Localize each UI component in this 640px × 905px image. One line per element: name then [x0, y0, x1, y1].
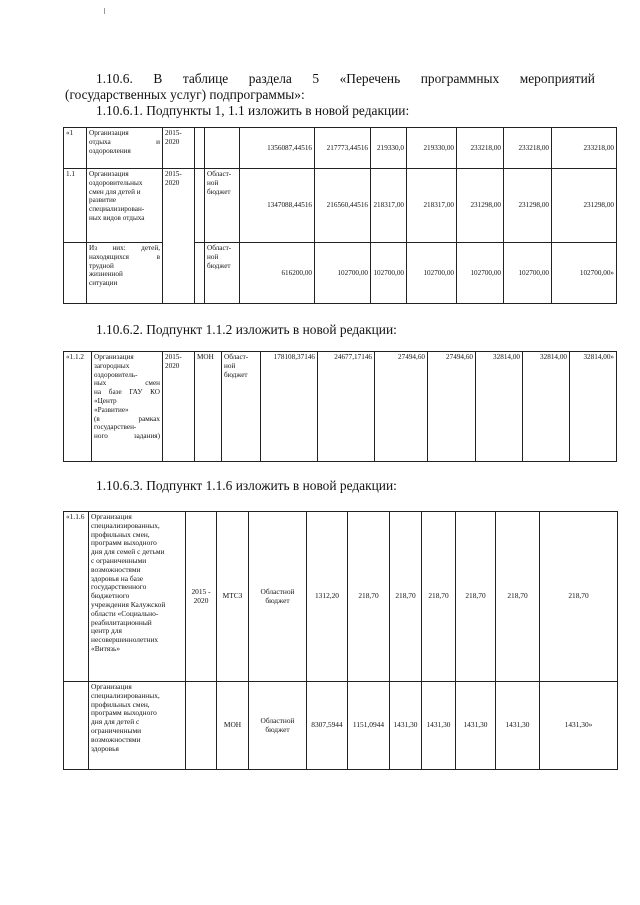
row-number: «1.1.6: [64, 512, 89, 682]
year-2018-cell: 1431,30: [456, 682, 496, 770]
year-2020-cell: 32814,00»: [570, 352, 617, 462]
year-2017-cell: 27494,60: [428, 352, 476, 462]
source-cell: Област- ной бюджет: [205, 243, 240, 304]
year-2017-cell: 1431,30: [422, 682, 456, 770]
activity-name: Организация оздоровительных смен для детей и развитие специализирован- ных видов отдыха: [87, 169, 163, 243]
executor-cell: МОН: [217, 682, 249, 770]
year-2016-cell: 27494,60: [375, 352, 428, 462]
table-subpoint-1-1-2: [63, 351, 617, 462]
activity-name: Из них: детей, находящихся в трудной жизненной ситуации: [87, 243, 163, 304]
executor-cell: [195, 243, 205, 304]
year-2019-cell: 102700,00: [504, 243, 552, 304]
intro-word: таблице: [182, 71, 229, 86]
year-2017-cell: 102700,00: [407, 243, 457, 304]
intro-word: 1.10.6.: [96, 71, 133, 86]
year-2020-cell: 102700,00»: [552, 243, 617, 304]
table-row: [64, 352, 617, 462]
intro-paragraph-line-2: (государственных услуг) подпрограммы»:: [65, 87, 305, 102]
period-cell: 2015- 2020: [163, 352, 195, 462]
source-cell: Област- ной бюджет: [205, 169, 240, 243]
year-2018-cell: 233218,00: [457, 128, 504, 169]
year-2019-cell: 233218,00: [504, 128, 552, 169]
source-cell: Областной бюджет: [249, 512, 307, 682]
table-subpoint-1-1-6: [63, 511, 618, 770]
table-row: [64, 169, 617, 243]
year-2016-cell: 219330,0: [371, 128, 407, 169]
table-row: [64, 512, 618, 682]
year-2019-cell: 218,70: [496, 512, 540, 682]
activity-name: Организация загородных оздоровитель- ных смен на базе ГАУ КО «Центр «Развитие» (в рамках государствен- ного задания): [92, 352, 163, 462]
subsection-heading-3: 1.10.6.3. Подпункт 1.1.6 изложить в новой редакции:: [96, 478, 397, 493]
subsection-heading-2: 1.10.6.2. Подпункт 1.1.2 изложить в новой редакции:: [96, 322, 397, 337]
period-cell: [186, 682, 217, 770]
intro-word: 5: [312, 71, 320, 86]
row-number: [64, 243, 87, 304]
source-cell: [205, 128, 240, 169]
table-row: [64, 682, 618, 770]
year-2015-cell: 1151,0944: [348, 682, 390, 770]
year-2017-cell: 219330,00: [407, 128, 457, 169]
year-2020-cell: 1431,30»: [540, 682, 618, 770]
intro-word: программных: [420, 71, 500, 86]
year-2018-cell: 231298,00: [457, 169, 504, 243]
executor-cell: [195, 128, 205, 169]
table-row: [64, 243, 617, 304]
executor-cell: МТСЗ: [217, 512, 249, 682]
year-2020-cell: 218,70: [540, 512, 618, 682]
year-2015-cell: 24677,17146: [318, 352, 375, 462]
row-number: «1: [64, 128, 87, 169]
intro-word: «Перечень: [339, 71, 401, 86]
table-subpoints-1-1-1: [63, 127, 617, 304]
executor-cell: МОН: [195, 352, 222, 462]
total-cell: 8307,5944: [307, 682, 348, 770]
year-2019-cell: 32814,00: [523, 352, 570, 462]
year-2016-cell: 1431,30: [390, 682, 422, 770]
year-2018-cell: 102700,00: [457, 243, 504, 304]
row-number: [64, 682, 89, 770]
year-2016-cell: 218,70: [390, 512, 422, 682]
intro-word: раздела: [248, 71, 292, 86]
total-cell: 1347088,44516: [240, 169, 315, 243]
year-2018-cell: 218,70: [456, 512, 496, 682]
year-2016-cell: 102700,00: [371, 243, 407, 304]
total-cell: 1356087,44516: [240, 128, 315, 169]
executor-cell: [195, 169, 205, 243]
intro-paragraph-line-1: [96, 71, 595, 87]
year-2015-cell: 102700,00: [315, 243, 371, 304]
year-2015-cell: 216560,44516: [315, 169, 371, 243]
year-2015-cell: 218,70: [348, 512, 390, 682]
year-2017-cell: 218317,00: [407, 169, 457, 243]
year-2016-cell: 218317,00: [371, 169, 407, 243]
scan-mark: [104, 8, 105, 14]
total-cell: 1312,20: [307, 512, 348, 682]
total-cell: 616200,00: [240, 243, 315, 304]
year-2019-cell: 231298,00: [504, 169, 552, 243]
year-2015-cell: 217773,44516: [315, 128, 371, 169]
row-number: «1.1.2: [64, 352, 92, 462]
activity-name: Организация специализированных, профильных смен, программ выходного дня для детей с ограниченными возможностями здоровья: [89, 682, 186, 770]
total-cell: 178108,37146: [261, 352, 318, 462]
period-cell: 2015- 2020: [163, 169, 195, 304]
source-cell: Областной бюджет: [249, 682, 307, 770]
subsection-heading-1: 1.10.6.1. Подпункты 1, 1.1 изложить в новой редакции:: [96, 103, 410, 118]
year-2018-cell: 32814,00: [476, 352, 523, 462]
year-2020-cell: 231298,00: [552, 169, 617, 243]
row-number: 1.1: [64, 169, 87, 243]
source-cell: Област- ной бюджет: [222, 352, 261, 462]
period-cell: 2015- 2020: [163, 128, 195, 169]
activity-name: Организация специализированных, профильных смен, программ выходного дня для семей с детьми с ограниченными возможностями здоровья на базе государственного бюджетного учреждения Калужской области «Социально- реабилитационный центр для несовершеннолетних «Витязь»: [89, 512, 186, 682]
activity-name: Организация отдыха и оздоровления: [87, 128, 163, 169]
year-2020-cell: 233218,00: [552, 128, 617, 169]
table-row: [64, 128, 617, 169]
intro-word: мероприятий: [519, 71, 595, 86]
year-2019-cell: 1431,30: [496, 682, 540, 770]
period-cell: 2015 - 2020: [186, 512, 217, 682]
year-2017-cell: 218,70: [422, 512, 456, 682]
intro-word: В: [153, 71, 163, 86]
